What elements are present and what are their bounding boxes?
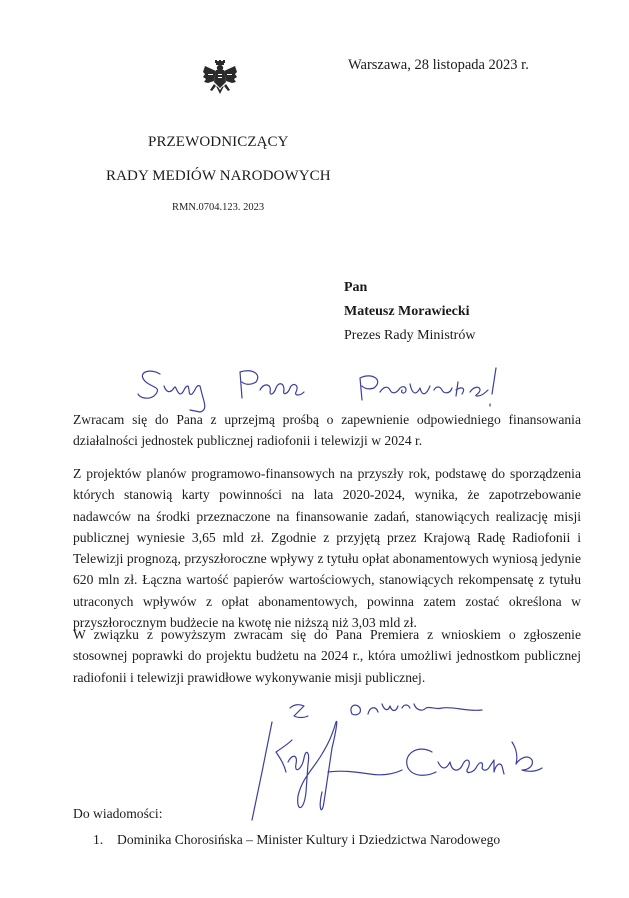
- cc-label: Do wiadomości:: [73, 806, 163, 821]
- cc-item-number: 1.: [93, 832, 104, 847]
- body-paragraph-2: Z projektów planów programowo-finansowych na przyszły rok, podstawę do sporządzenia których stanowią karty powinności na lata 2020-2024, wynika, że zapotrzebowanie nadawców na środki przeznaczone na finansowanie zadań, stanowiących realizację misji publicznej wyniesie 3,65 mld zł. Zgodnie z przyjętą przez Krajową Radę Radiofonii i Telewizji prognozą, przyszłoroczne wpływy z tytułu opłat abonamentowych wyniosą jedynie 620 mln zł. Łączna wartość papierów wartościowych, stanowiących rekompensatę z tytułu utraconych wpływów z opłat abonamentowych, powinna zatem zostać określona w przyszłorocznym budżecie na kwotę nie niższą niż 3,03 mld zł.: [73, 466, 581, 631]
- place-and-date: Warszawa, 28 listopada 2023 r.: [348, 57, 529, 73]
- addressee-salutation: Pan: [344, 280, 368, 295]
- sender-title-line1: PRZEWODNICZĄCY: [148, 134, 289, 150]
- addressee-name: Mateusz Morawiecki: [344, 304, 470, 319]
- polish-eagle-emblem-icon: [202, 60, 238, 98]
- reference-number: RMN.0704.123. 2023: [172, 202, 265, 213]
- sender-title-line2: RADY MEDIÓW NARODOWYCH: [106, 168, 331, 184]
- cc-item-text: Dominika Chorosińska – Minister Kultury i Dziedzictwa Narodowego: [117, 832, 501, 847]
- cc-list-item: [93, 832, 500, 848]
- addressee-position: Prezes Rady Ministrów: [344, 328, 476, 343]
- body-paragraph-3: W związku z powyższym zwracam się do Pana Premiera z wnioskiem o zgłoszenie stosownej poprawki do projektu budżetu na 2024 r., która umożliwi jednostkom publicznej radiofonii i telewizji prawidłowe wykonywanie misji publicznej.: [73, 627, 581, 685]
- handwritten-greeting: [130, 360, 500, 415]
- addressee-block: [344, 276, 475, 348]
- cc-list: [93, 832, 500, 848]
- handwritten-signature: [232, 692, 562, 822]
- body-paragraph-1: Zwracam się do Pana z uprzejmą prośbą o zapewnienie odpowiedniego finansowania działalności jednostek publicznej radiofonii i telewizji w 2024 r.: [73, 412, 581, 449]
